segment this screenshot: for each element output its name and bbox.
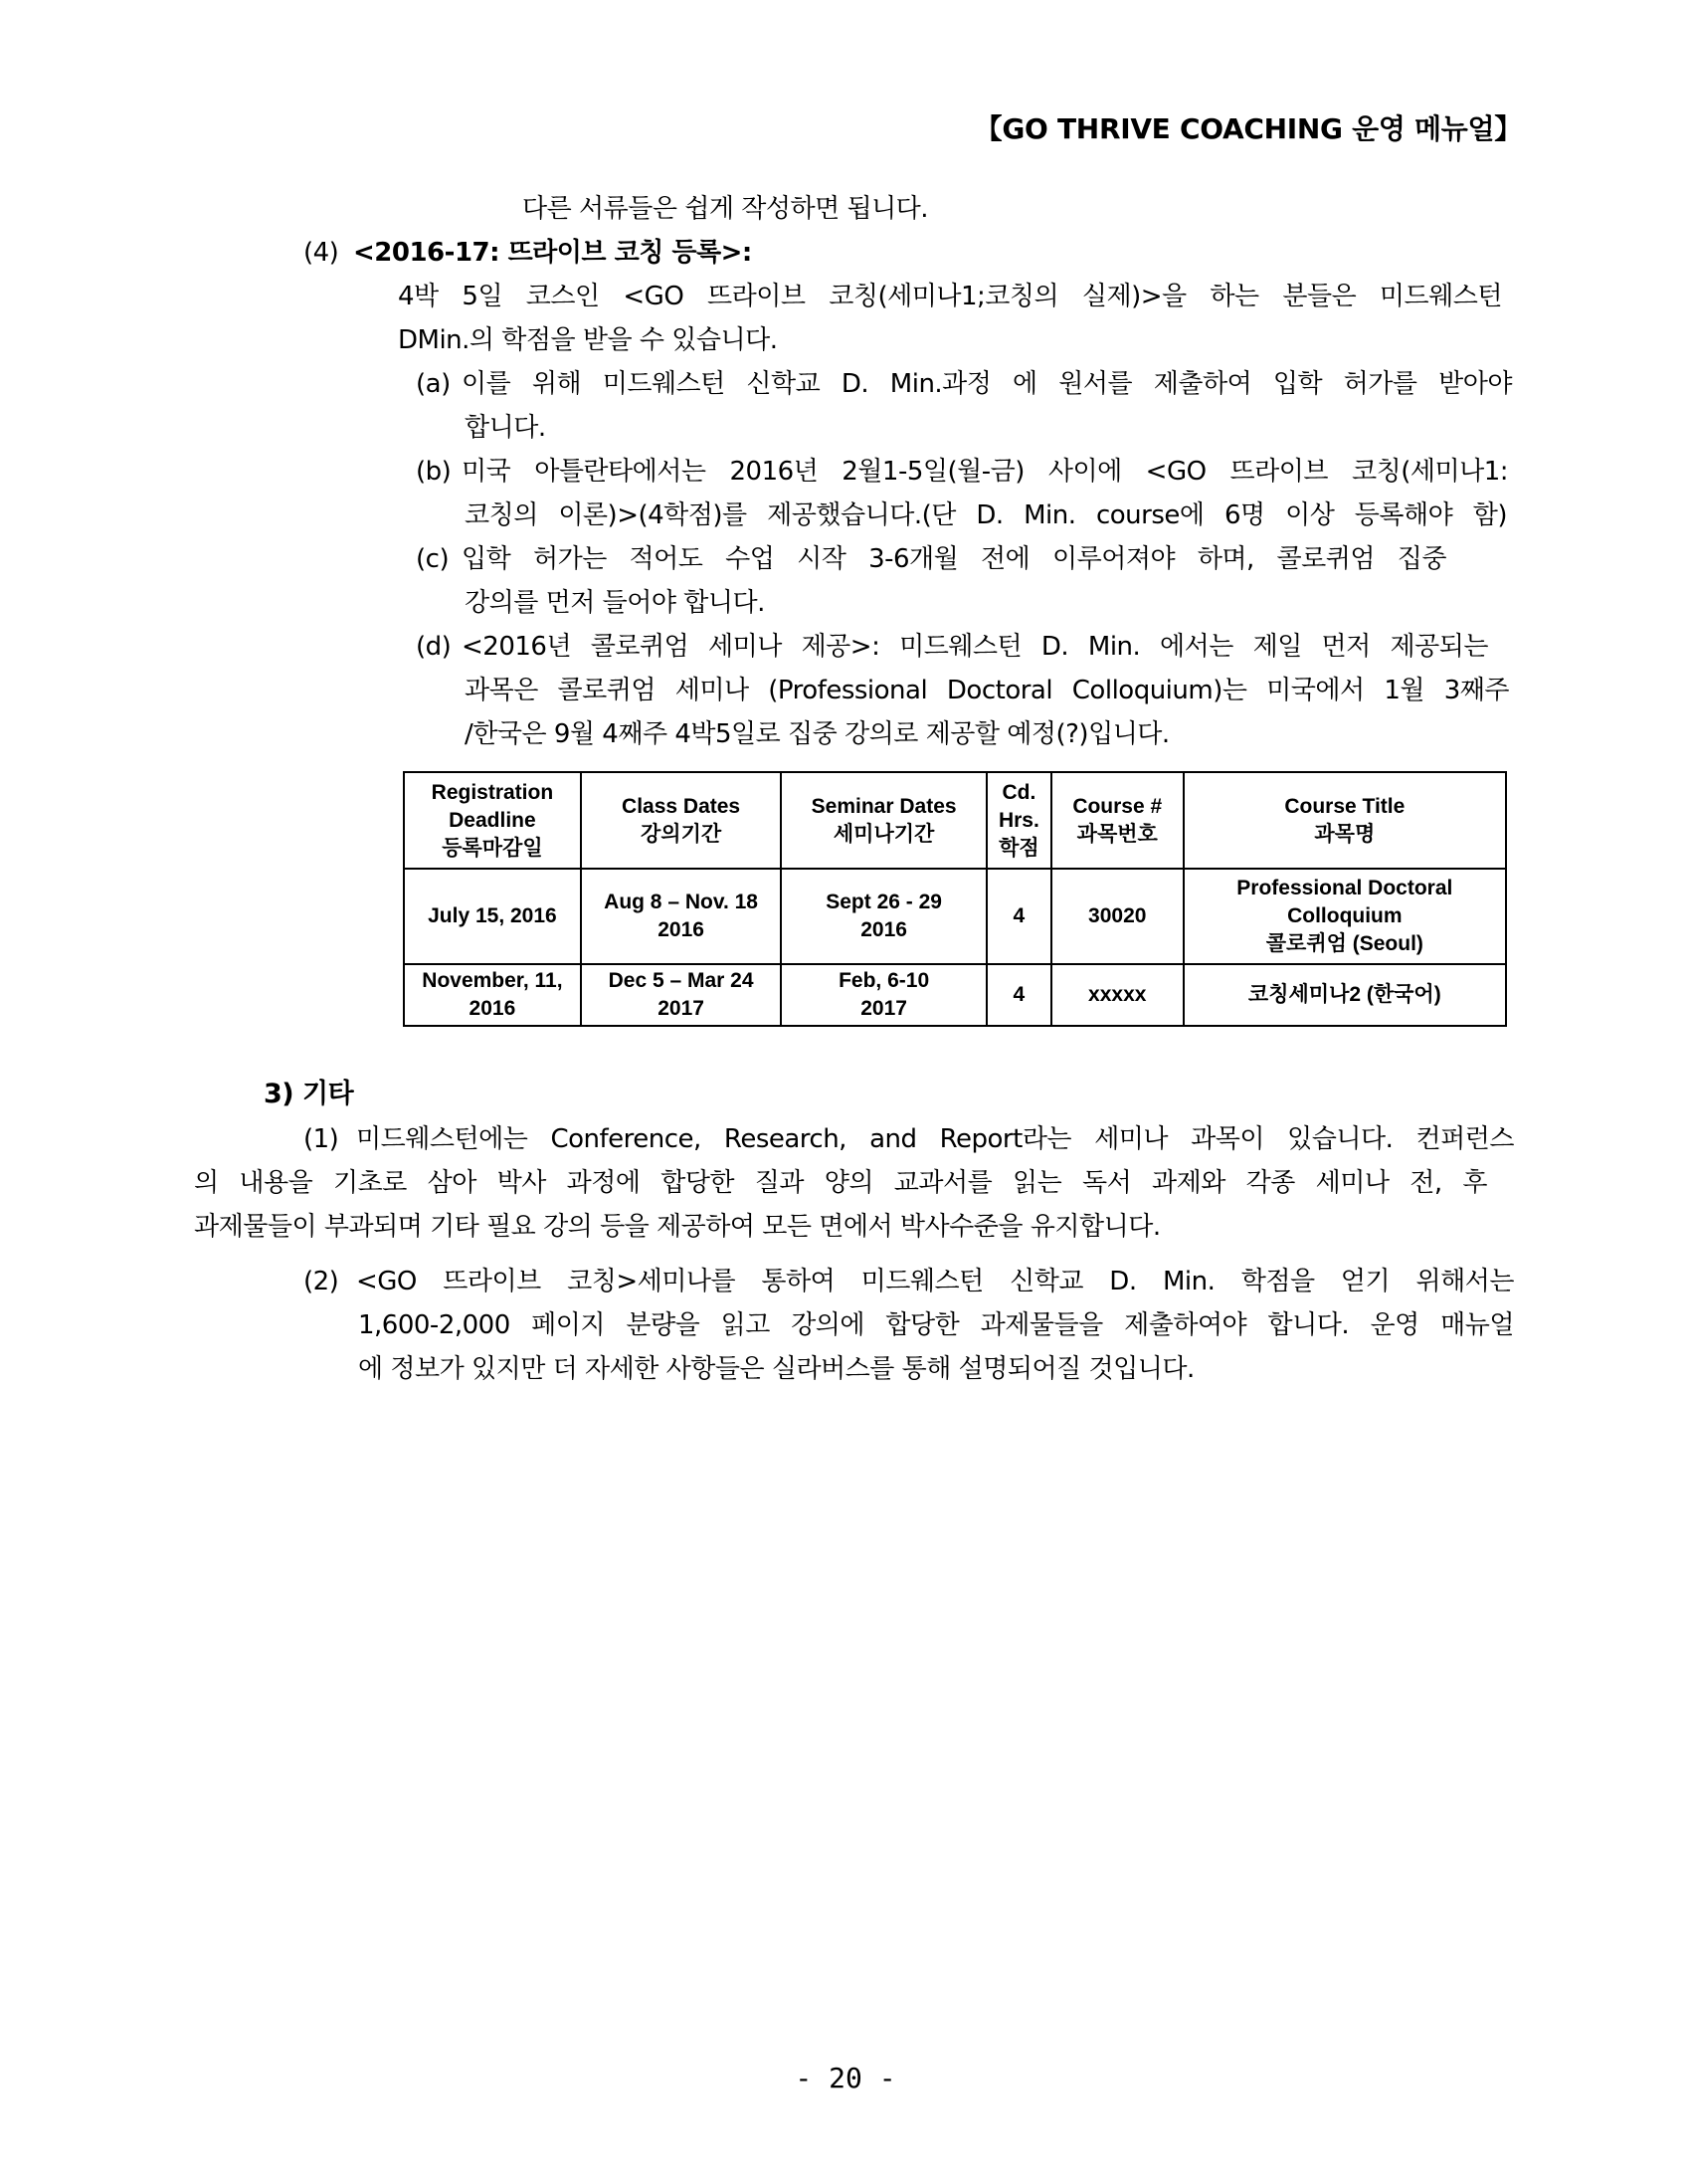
- item-a-label: (a): [416, 369, 451, 399]
- page-number: - 20 -: [795, 2062, 896, 2094]
- section4-label: (4): [303, 238, 339, 268]
- item-d-line3: /한국은 9월 4째주 4박5일로 집중 강의로 제공할 예정(?)입니다.: [465, 719, 1170, 749]
- continuation-line: 다른 서류들은 쉽게 작성하면 됩니다.: [522, 194, 929, 224]
- cell-course-number: xxxxx: [1051, 964, 1184, 1026]
- item-a-line2: 합니다.: [465, 413, 546, 443]
- header-registration-deadline: Registration Deadline 등록마감일: [404, 772, 581, 869]
- header-course-number: Course # 과목번호: [1051, 772, 1184, 869]
- section-other-heading: 3) 기타: [264, 1079, 354, 1109]
- section4-title: <2016-17: 뜨라이브 코칭 등록>:: [353, 238, 752, 268]
- section4-intro-line1: 4박 5일 코스인 <GO 뜨라이브 코칭(세미나1;코칭의 실제)>을 하는 분들은 미드웨스턴: [398, 282, 1502, 311]
- other-item2-line2: 1,600-2,000 페이지 분량을 읽고 강의에 합당한 과제물들을 제출하여야 합니다. 운영 매뉴얼: [358, 1310, 1514, 1340]
- header-course-title: Course Title 과목명: [1184, 772, 1506, 869]
- cell-class-dates: Aug 8 – Nov. 18 2016: [581, 869, 782, 964]
- item-d-line2: 과목은 콜로퀴엄 세미나 (Professional Doctoral Colloquium)는 미국에서 1월 3째주: [465, 676, 1509, 705]
- cell-course-title: Professional Doctoral Colloquium 콜로퀴엄 (Seoul): [1184, 869, 1506, 964]
- item-b-line1: 미국 아틀란타에서는 2016년 2월1-5일(월-금) 사이에 <GO 뜨라이브 코칭(세미나1:: [462, 457, 1508, 487]
- cell-class-dates: Dec 5 – Mar 24 2017: [581, 964, 782, 1026]
- item-d-label: (d): [416, 632, 452, 662]
- document-header: 【GO THRIVE COACHING 운영 메뉴얼】: [974, 112, 1522, 145]
- header-credit-hours: Cd. Hrs. 학점: [987, 772, 1051, 869]
- item-c-line1: 입학 허가는 적어도 수업 시작 3-6개월 전에 이루어져야 하며, 콜로퀴엄 집중: [462, 544, 1446, 574]
- item-c-line2: 강의를 먼저 들어야 합니다.: [465, 588, 765, 618]
- cell-deadline: November, 11, 2016: [404, 964, 581, 1026]
- table-row: [404, 869, 1506, 964]
- cell-deadline: July 15, 2016: [404, 869, 581, 964]
- cell-course-number: 30020: [1051, 869, 1184, 964]
- other-item1-line1: 미드웨스턴에는 Conference, Research, and Report라는 세미나 과목이 있습니다. 컨퍼런스: [356, 1124, 1514, 1154]
- other-item1-line3: 과제물들이 부과되며 기타 필요 강의 등을 제공하여 모든 면에서 박사수준을 유지합니다.: [194, 1212, 1161, 1242]
- other-item1-line2: 의 내용을 기초로 삼아 박사 과정에 합당한 질과 양의 교과서를 읽는 독서 과제와 각종 세미나 전, 후: [194, 1168, 1487, 1198]
- other-item1-label: (1): [303, 1124, 339, 1154]
- item-c-label: (c): [416, 544, 450, 574]
- cell-seminar-dates: Sept 26 - 29 2016: [781, 869, 987, 964]
- cell-course-title: 코칭세미나2 (한국어): [1184, 964, 1506, 1026]
- item-a-line1: 이를 위해 미드웨스턴 신학교 D. Min.과정 에 원서를 제출하여 입학 허가를 받아야: [462, 369, 1512, 399]
- cell-credits: 4: [987, 869, 1051, 964]
- cell-seminar-dates: Feb, 6-10 2017: [781, 964, 987, 1026]
- table-header-row: [404, 772, 1506, 869]
- cell-credits: 4: [987, 964, 1051, 1026]
- other-item2-label: (2): [303, 1267, 339, 1296]
- header-class-dates: Class Dates 강의기간: [581, 772, 782, 869]
- header-seminar-dates: Seminar Dates 세미나기간: [781, 772, 987, 869]
- item-b-line2: 코칭의 이론)>(4학점)를 제공했습니다.(단 D. Min. course에 6명 이상 등록해야 함): [465, 500, 1507, 530]
- course-schedule-table: [403, 771, 1507, 1027]
- section4-intro-line2: DMin.의 학점을 받을 수 있습니다.: [398, 325, 778, 355]
- table-row: [404, 964, 1506, 1026]
- other-item2-line3: 에 정보가 있지만 더 자세한 사항들은 실라버스를 통해 설명되어질 것입니다.: [358, 1354, 1195, 1384]
- item-d-line1: <2016년 콜로퀴엄 세미나 제공>: 미드웨스턴 D. Min. 에서는 제일 먼저 제공되는: [462, 632, 1488, 662]
- item-b-label: (b): [416, 457, 452, 487]
- other-item2-line1: <GO 뜨라이브 코칭>세미나를 통하여 미드웨스턴 신학교 D. Min. 학점을 얻기 위해서는: [356, 1267, 1514, 1296]
